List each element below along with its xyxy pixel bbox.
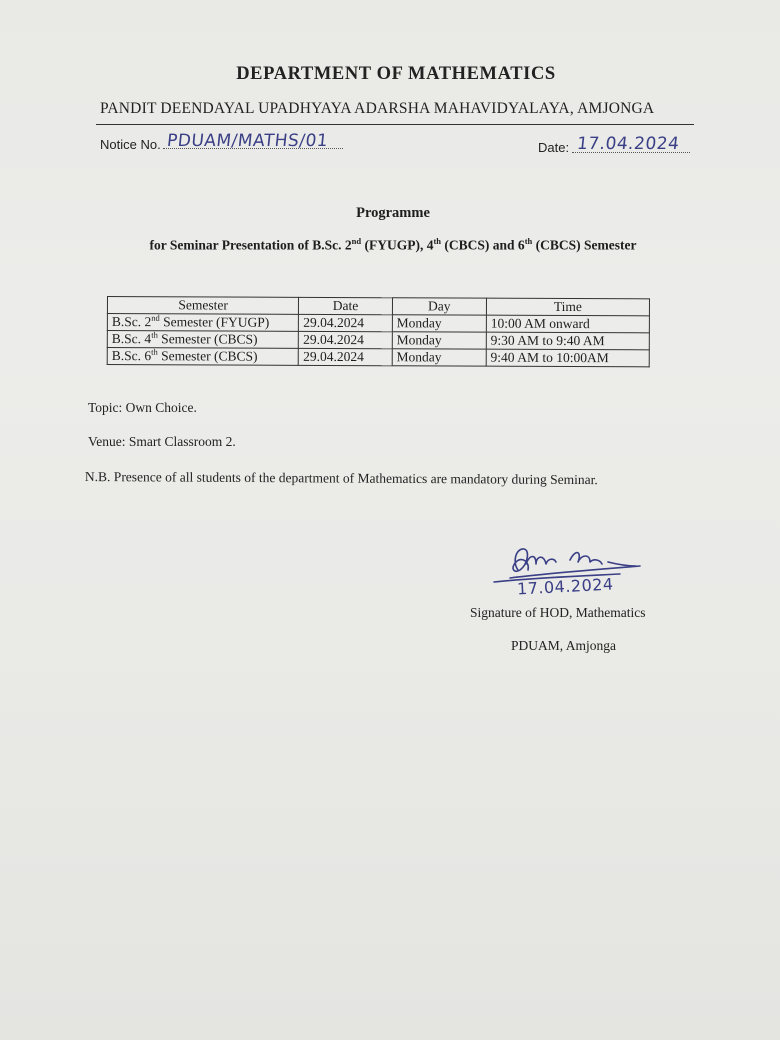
notice-number-label: Notice No. bbox=[100, 137, 161, 152]
venue-line: Venue: Smart Classroom 2. bbox=[88, 434, 236, 449]
header-semester: Semester bbox=[107, 297, 298, 315]
college-name: PANDIT DEENDAYAL UPADHYAYA ADARSHA MAHAVIDYALAYA, AMJONGA bbox=[100, 100, 655, 117]
signature-label: Signature of HOD, Mathematics bbox=[470, 605, 646, 620]
semester-cell: B.Sc. 2nd Semester (FYUGP) bbox=[107, 314, 298, 332]
header-day: Day bbox=[392, 298, 486, 315]
semester-cell: B.Sc. 4th Semester (CBCS) bbox=[107, 331, 298, 349]
signature-date: 17.04.2024 bbox=[516, 574, 615, 599]
header-date: Date bbox=[299, 297, 392, 314]
table-row bbox=[107, 331, 649, 350]
date-cell: 29.04.2024 bbox=[299, 331, 392, 348]
schedule-table bbox=[107, 296, 650, 367]
table-row bbox=[107, 314, 649, 333]
schedule-header-row bbox=[107, 297, 649, 316]
department-title: DEPARTMENT OF MATHEMATICS bbox=[236, 64, 556, 84]
time-cell: 10:00 AM onward bbox=[486, 315, 649, 333]
date-cell: 29.04.2024 bbox=[299, 348, 392, 365]
day-cell: Monday bbox=[392, 332, 486, 349]
programme-title: Programme bbox=[356, 205, 430, 221]
day-cell: Monday bbox=[392, 315, 486, 332]
date-value: 17.04.2024 bbox=[575, 134, 681, 154]
date-cell: 29.04.2024 bbox=[299, 314, 392, 331]
notice-number-value: PDUAM/MATHS/01 bbox=[165, 131, 330, 151]
header-time: Time bbox=[486, 298, 649, 316]
day-cell: Monday bbox=[392, 349, 486, 366]
nb-note: N.B. Presence of all students of the department of Mathematics are mandatory during Seminar. bbox=[84, 469, 598, 488]
date-label: Date: bbox=[538, 140, 570, 155]
time-cell: 9:40 AM to 10:00AM bbox=[486, 349, 649, 367]
topic-line: Topic: Own Choice. bbox=[88, 400, 197, 415]
programme-subtitle: for Seminar Presentation of B.Sc. 2nd (FYUGP), 4th (CBCS) and 6th (CBCS) Semester bbox=[149, 236, 637, 253]
header-divider bbox=[96, 124, 694, 125]
time-cell: 9:30 AM to 9:40 AM bbox=[486, 332, 649, 350]
table-row bbox=[107, 348, 649, 367]
semester-cell: B.Sc. 6th Semester (CBCS) bbox=[107, 348, 298, 366]
signature-place: PDUAM, Amjonga bbox=[511, 638, 617, 653]
